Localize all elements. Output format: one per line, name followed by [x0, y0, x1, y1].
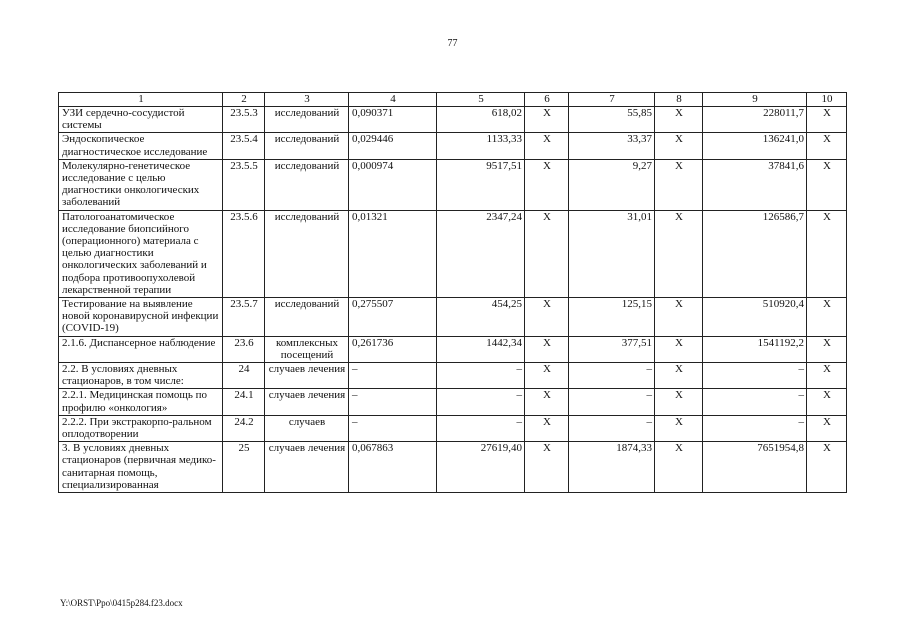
header-cell: 1 [59, 93, 223, 107]
mark-cell: X [807, 415, 847, 441]
unit-cell: случаев лечения [265, 389, 349, 415]
mark-cell: X [655, 159, 703, 210]
name-cell: 2.2.2. При экстракорпо-ральном оплодотворении [59, 415, 223, 441]
value-cell: – [437, 363, 525, 389]
mark-cell: X [655, 415, 703, 441]
unit-cell: исследований [265, 298, 349, 337]
header-row [59, 93, 847, 107]
mark-cell: X [525, 133, 569, 159]
code-cell: 23.5.6 [223, 210, 265, 297]
header-cell: 5 [437, 93, 525, 107]
mark-cell: X [655, 442, 703, 493]
value-cell: 37841,6 [703, 159, 807, 210]
code-cell: 24.1 [223, 389, 265, 415]
table-row [59, 415, 847, 441]
mark-cell: X [525, 363, 569, 389]
value-cell: – [569, 363, 655, 389]
code-cell: 23.6 [223, 336, 265, 362]
name-cell: 3. В условиях дневных стационаров (первичная медико-санитарная помощь, специализированная [59, 442, 223, 493]
value-cell: 0,275507 [349, 298, 437, 337]
name-cell: Молекулярно-генетическое исследование с целью диагностики онкологических заболеваний [59, 159, 223, 210]
table-row [59, 442, 847, 493]
value-cell: 125,15 [569, 298, 655, 337]
data-table [58, 92, 847, 493]
header-cell: 9 [703, 93, 807, 107]
mark-cell: X [807, 363, 847, 389]
value-cell: – [569, 415, 655, 441]
value-cell: 27619,40 [437, 442, 525, 493]
code-cell: 25 [223, 442, 265, 493]
mark-cell: X [655, 107, 703, 133]
header-cell: 10 [807, 93, 847, 107]
unit-cell: исследований [265, 210, 349, 297]
value-cell: 0,000974 [349, 159, 437, 210]
value-cell: – [437, 389, 525, 415]
header-cell: 3 [265, 93, 349, 107]
value-cell: 31,01 [569, 210, 655, 297]
name-cell: 2.2.1. Медицинская помощь по профилю «онкология» [59, 389, 223, 415]
value-cell: 0,067863 [349, 442, 437, 493]
value-cell: 1133,33 [437, 133, 525, 159]
mark-cell: X [525, 415, 569, 441]
name-cell: 2.1.6. Диспансерное наблюдение [59, 336, 223, 362]
value-cell: 377,51 [569, 336, 655, 362]
value-cell: 55,85 [569, 107, 655, 133]
value-cell: – [349, 389, 437, 415]
mark-cell: X [525, 442, 569, 493]
value-cell: – [703, 389, 807, 415]
mark-cell: X [525, 159, 569, 210]
value-cell: 9517,51 [437, 159, 525, 210]
code-cell: 23.5.4 [223, 133, 265, 159]
value-cell: – [569, 389, 655, 415]
mark-cell: X [807, 107, 847, 133]
value-cell: 0,029446 [349, 133, 437, 159]
unit-cell: случаев лечения [265, 442, 349, 493]
value-cell: 1874,33 [569, 442, 655, 493]
code-cell: 23.5.3 [223, 107, 265, 133]
value-cell: – [703, 415, 807, 441]
table-row [59, 389, 847, 415]
name-cell: Эндоскопическое диагностическое исследование [59, 133, 223, 159]
value-cell: 2347,24 [437, 210, 525, 297]
table-row [59, 363, 847, 389]
value-cell: 7651954,8 [703, 442, 807, 493]
value-cell: 1442,34 [437, 336, 525, 362]
mark-cell: X [807, 210, 847, 297]
value-cell: 0,090371 [349, 107, 437, 133]
page-number: 77 [447, 38, 458, 49]
value-cell: 228011,7 [703, 107, 807, 133]
mark-cell: X [807, 159, 847, 210]
header-cell: 4 [349, 93, 437, 107]
value-cell: – [437, 415, 525, 441]
value-cell: 1541192,2 [703, 336, 807, 362]
name-cell: УЗИ сердечно-сосудистой системы [59, 107, 223, 133]
header-cell: 6 [525, 93, 569, 107]
table-row [59, 159, 847, 210]
mark-cell: X [525, 107, 569, 133]
value-cell: – [349, 415, 437, 441]
unit-cell: исследований [265, 133, 349, 159]
header-cell: 8 [655, 93, 703, 107]
code-cell: 23.5.5 [223, 159, 265, 210]
unit-cell: комплексных посещений [265, 336, 349, 362]
code-cell: 24 [223, 363, 265, 389]
mark-cell: X [655, 133, 703, 159]
mark-cell: X [525, 298, 569, 337]
mark-cell: X [807, 298, 847, 337]
mark-cell: X [807, 133, 847, 159]
unit-cell: исследований [265, 159, 349, 210]
value-cell: 33,37 [569, 133, 655, 159]
mark-cell: X [807, 389, 847, 415]
mark-cell: X [655, 210, 703, 297]
mark-cell: X [655, 298, 703, 337]
unit-cell: случаев [265, 415, 349, 441]
value-cell: 126586,7 [703, 210, 807, 297]
mark-cell: X [655, 389, 703, 415]
mark-cell: X [525, 210, 569, 297]
name-cell: Патологоанатомическое исследование биопсийного (операционного) материала с целью диагностики онкологических заболеваний и подбора противоопухолевой лекарственной терапии [59, 210, 223, 297]
value-cell: – [349, 363, 437, 389]
header-cell: 7 [569, 93, 655, 107]
value-cell: 454,25 [437, 298, 525, 337]
table-row [59, 298, 847, 337]
mark-cell: X [655, 363, 703, 389]
value-cell: 9,27 [569, 159, 655, 210]
name-cell: Тестирование на выявление новой коронавирусной инфекции (COVID-19) [59, 298, 223, 337]
table-row [59, 336, 847, 362]
value-cell: 618,02 [437, 107, 525, 133]
file-path-footer: Y:\ORST\Ppo\0415p284.f23.docx [60, 598, 183, 608]
name-cell: 2.2. В условиях дневных стационаров, в том числе: [59, 363, 223, 389]
code-cell: 23.5.7 [223, 298, 265, 337]
mark-cell: X [807, 442, 847, 493]
header-cell: 2 [223, 93, 265, 107]
mark-cell: X [655, 336, 703, 362]
mark-cell: X [807, 336, 847, 362]
mark-cell: X [525, 389, 569, 415]
value-cell: – [703, 363, 807, 389]
unit-cell: случаев лечения [265, 363, 349, 389]
table-row [59, 107, 847, 133]
value-cell: 136241,0 [703, 133, 807, 159]
value-cell: 0,01321 [349, 210, 437, 297]
table-row [59, 210, 847, 297]
value-cell: 0,261736 [349, 336, 437, 362]
unit-cell: исследований [265, 107, 349, 133]
table-row [59, 133, 847, 159]
code-cell: 24.2 [223, 415, 265, 441]
mark-cell: X [525, 336, 569, 362]
value-cell: 510920,4 [703, 298, 807, 337]
